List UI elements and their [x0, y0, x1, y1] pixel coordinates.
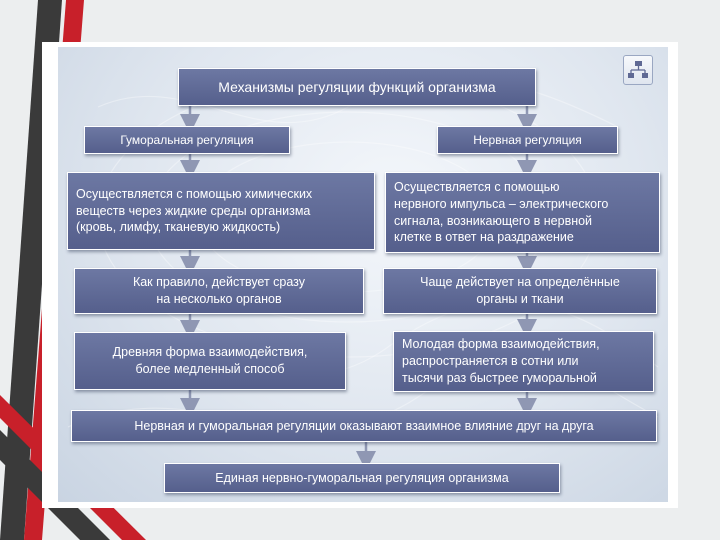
- nervous-description: Осуществляется с помощью нервного импульса – электрического сигнала, возникающего в нервной клетке в ответ на раздражение: [385, 172, 660, 253]
- diagram-title: Механизмы регуляции функций организма: [178, 68, 536, 106]
- humoral-form: Древняя форма взаимодействия, более медленный способ: [74, 332, 346, 390]
- mutual-influence-box: Нервная и гуморальная регуляции оказывают взаимное влияние друг на друга: [71, 410, 657, 442]
- hierarchy-icon[interactable]: [623, 55, 653, 85]
- nervous-form: Молодая форма взаимодействия, распространяется в сотни или тысячи раз быстрее гуморальной: [393, 331, 654, 392]
- nervous-regulation-header: Нервная регуляция: [437, 126, 618, 154]
- hierarchy-icon-glyph: [624, 56, 652, 84]
- unified-regulation-box: Единая нервно-гуморальная регуляция организма: [164, 463, 560, 493]
- humoral-regulation-header: Гуморальная регуляция: [84, 126, 290, 154]
- nervous-scope: Чаще действует на определённые органы и ткани: [383, 268, 657, 314]
- humoral-description: Осуществляется с помощью химических веществ через жидкие среды организма (кровь, лимфу, тканевую жидкость): [67, 172, 375, 250]
- humoral-scope: Как правило, действует сразу на несколько органов: [74, 268, 364, 314]
